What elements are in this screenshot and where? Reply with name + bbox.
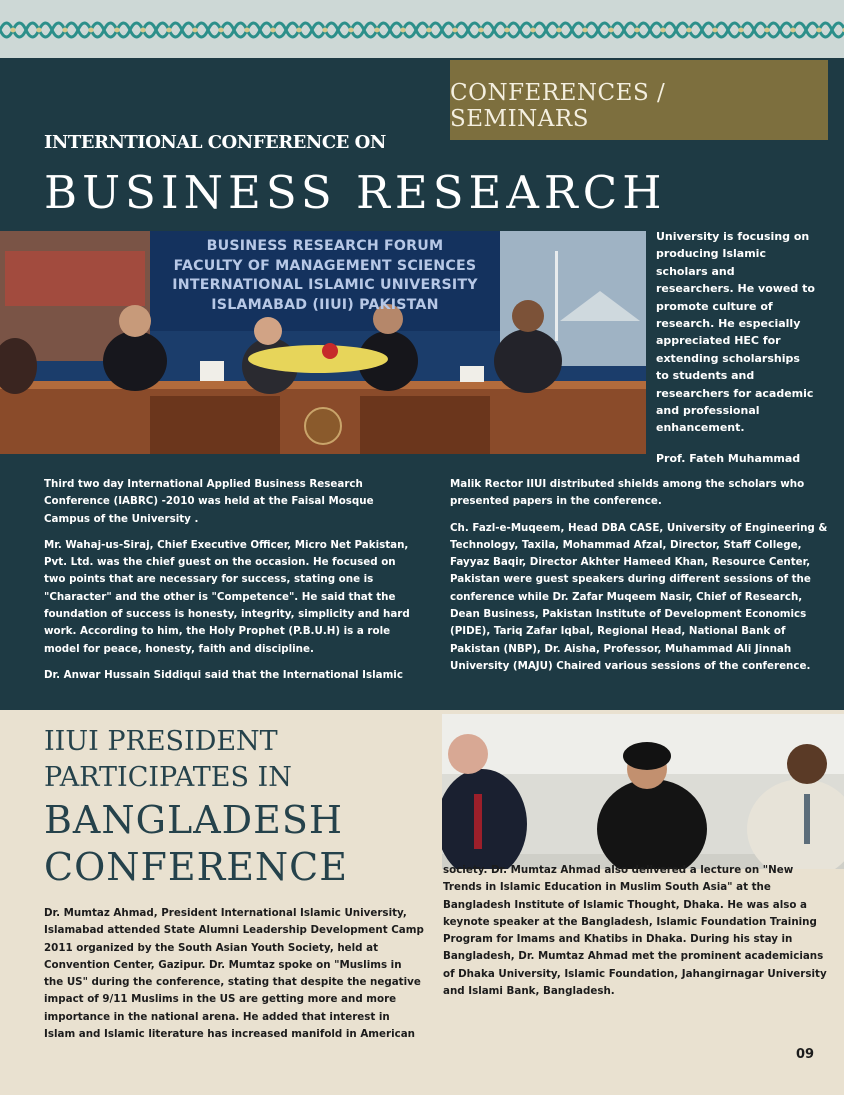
paragraph: Third two day International Applied Business Research Conference (IABRC) -2010 was held at the Faisal Mosque Campus of the University . [44, 478, 374, 525]
decorative-border [0, 0, 844, 58]
headline-line: IIUI PRESIDENT [44, 726, 278, 757]
article-headline: BUSINESS RESEARCH [44, 166, 667, 219]
article2-column-left: Dr. Mumtaz Ahmad, President International Islamic University, Islamabad attended State Alumni Leadership Development Camp 2011 organized by the South Asian Youth Society, held at Convention Center, Gazipur. Dr. Mumtaz spoke on "Muslims in the US" during the conference, stating that despite the negative impact of 9/11 Muslims in the US are getting more and more importance in the national arena. He added that interest in Islam and Islamic literature has increased manifold in American [44, 907, 424, 1041]
article-kicker: INTERNTIONAL CONFERENCE ON [44, 132, 386, 153]
photo-banner [150, 237, 500, 315]
banner-line: BUSINESS RESEARCH FORUM [206, 238, 444, 254]
paragraph: Mr. Wahaj-us-Siraj, Chief Executive Officer, Micro Net Pakistan, Pvt. Ltd. was the chief guest on the occasion. He focused on two points that are necessary for success, stating one is "Character" and the other is "Competence". He said that the foundation of success is honesty, integrity, simplicity and hard work. According to him, the Holy Prophet (P.B.U.H) is a role model for peace, honesty, faith and discipline. [44, 538, 410, 655]
headline-line: CONFERENCE [44, 845, 348, 889]
headline-line: BANGLADESH [44, 798, 344, 842]
article-column-right [450, 476, 830, 684]
bangladesh-photo [442, 714, 844, 869]
sidebar-paragraph: University is focusing on producing Islamic scholars and researchers. He vowed to promote culture of research. He especially appreciated HEC for extending scholarships to students and researchers for academic and professional enhancement. [656, 230, 815, 435]
paragraph: Ch. Fazl-e-Muqeem, Head DBA CASE, University of Engineering & Technology, Taxila, Mohammad Afzal, Director, Staff College, Fayyaz Baqir, Director Akhter Hameed Khan, Resource Center, Pakistan were guest speakers during different sessions of the conference while Dr. Zafar Muqeem Nasir, Chief of Research, Dean Business, Pakistan Institute of Development Economics (PIDE), Tariq Zafar Iqbal, Regional Head, National Bank of Pakistan (NBP), Dr. Aisha, Professor, Muhammad Ali Jinnah University (MAJU) Chaired various sessions of the conference. [450, 521, 828, 672]
author-name: Prof. Fateh Muhammad [656, 452, 801, 465]
paragraph: Dr. Anwar Hussain Siddiqui said that the International Islamic [44, 668, 403, 681]
page-number: 09 [796, 1047, 815, 1062]
banner-line: INTERNATIONAL ISLAMIC UNIVERSITY [172, 277, 478, 293]
headline-line: PARTICIPATES IN [44, 762, 292, 793]
article-column-left [44, 476, 414, 693]
section-tag: CONFERENCES / SEMINARS [450, 60, 828, 140]
banner-line: FACULTY OF MANAGEMENT SCIENCES [173, 257, 477, 274]
article2-column-right: society. Dr. Mumtaz Ahmad also delivered a lecture on "New Trends in Islamic Education in Muslim South Asia" at the Bangladesh Institute of Islamic Thought, Dhaka. He was also a keynote speaker at the Bangladesh, Islamic Foundation Training Program for Imams and Khatibs in Dhaka. During his stay in Bangladesh, Dr. Mumtaz Ahmad met the prominent academicians of Dhaka University, Islamic Foundation, Jahangirnagar University and Islami Bank, Bangladesh. [443, 864, 827, 998]
paragraph: Malik Rector IIUI distributed shields among the scholars who presented papers in the conference. [450, 478, 805, 508]
banner-line: ISLAMABAD (IIUI) PAKISTAN [211, 296, 439, 313]
